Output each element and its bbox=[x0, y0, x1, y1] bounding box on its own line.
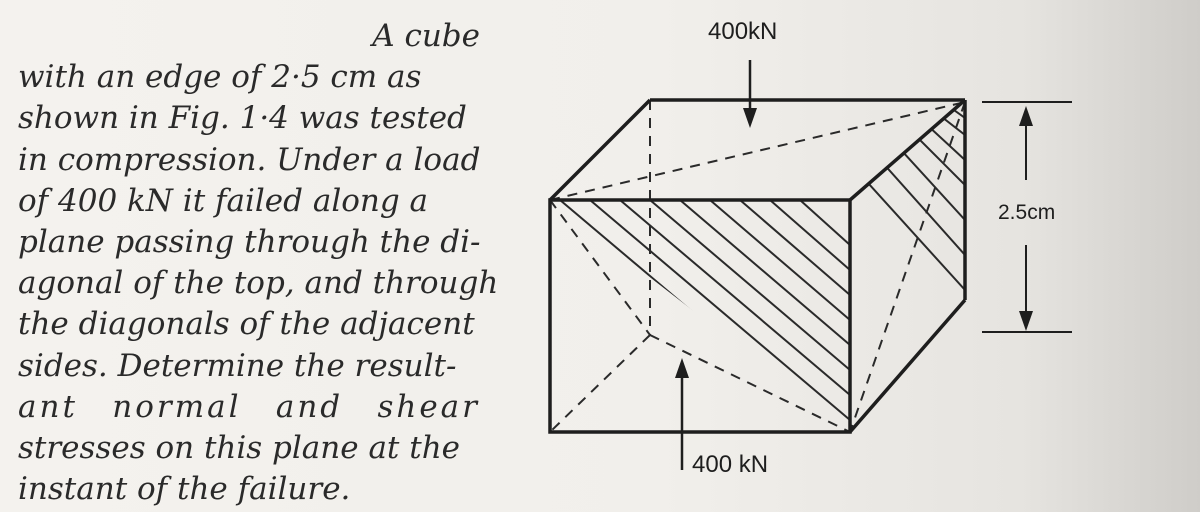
problem-line-11: stresses on this plane at the bbox=[18, 429, 461, 466]
cube-figure bbox=[520, 0, 1200, 512]
problem-line-5: of 400 kN it failed along a bbox=[18, 182, 429, 219]
problem-line-10: ant normal and shear bbox=[18, 388, 480, 425]
front-face-hatching bbox=[560, 200, 850, 445]
bottom-load-arrow bbox=[675, 358, 689, 470]
problem-line-9: sides. Determine the result- bbox=[18, 347, 457, 384]
problem-line-1: A cube bbox=[372, 18, 480, 54]
problem-line-4: in compression. Under a load bbox=[18, 141, 481, 178]
top-load-label: 400kN bbox=[708, 18, 778, 45]
problem-line-12: instant of the failure. bbox=[18, 471, 351, 508]
dimension-label: 2.5cm bbox=[998, 201, 1056, 224]
problem-line-6: plane passing through the di- bbox=[18, 223, 481, 260]
bottom-load-label: 400 kN bbox=[692, 451, 769, 478]
problem-line-2: with an edge of 2·5 cm as bbox=[18, 59, 422, 96]
problem-line-8: the diagonals of the adjacent bbox=[18, 306, 475, 343]
cube-diagram bbox=[520, 0, 1200, 512]
problem-text bbox=[18, 16, 499, 510]
problem-line-7: agonal of the top, and through bbox=[18, 265, 499, 302]
top-load-arrow bbox=[743, 60, 757, 128]
problem-line-3: shown in Fig. 1·4 was tested bbox=[18, 100, 467, 137]
